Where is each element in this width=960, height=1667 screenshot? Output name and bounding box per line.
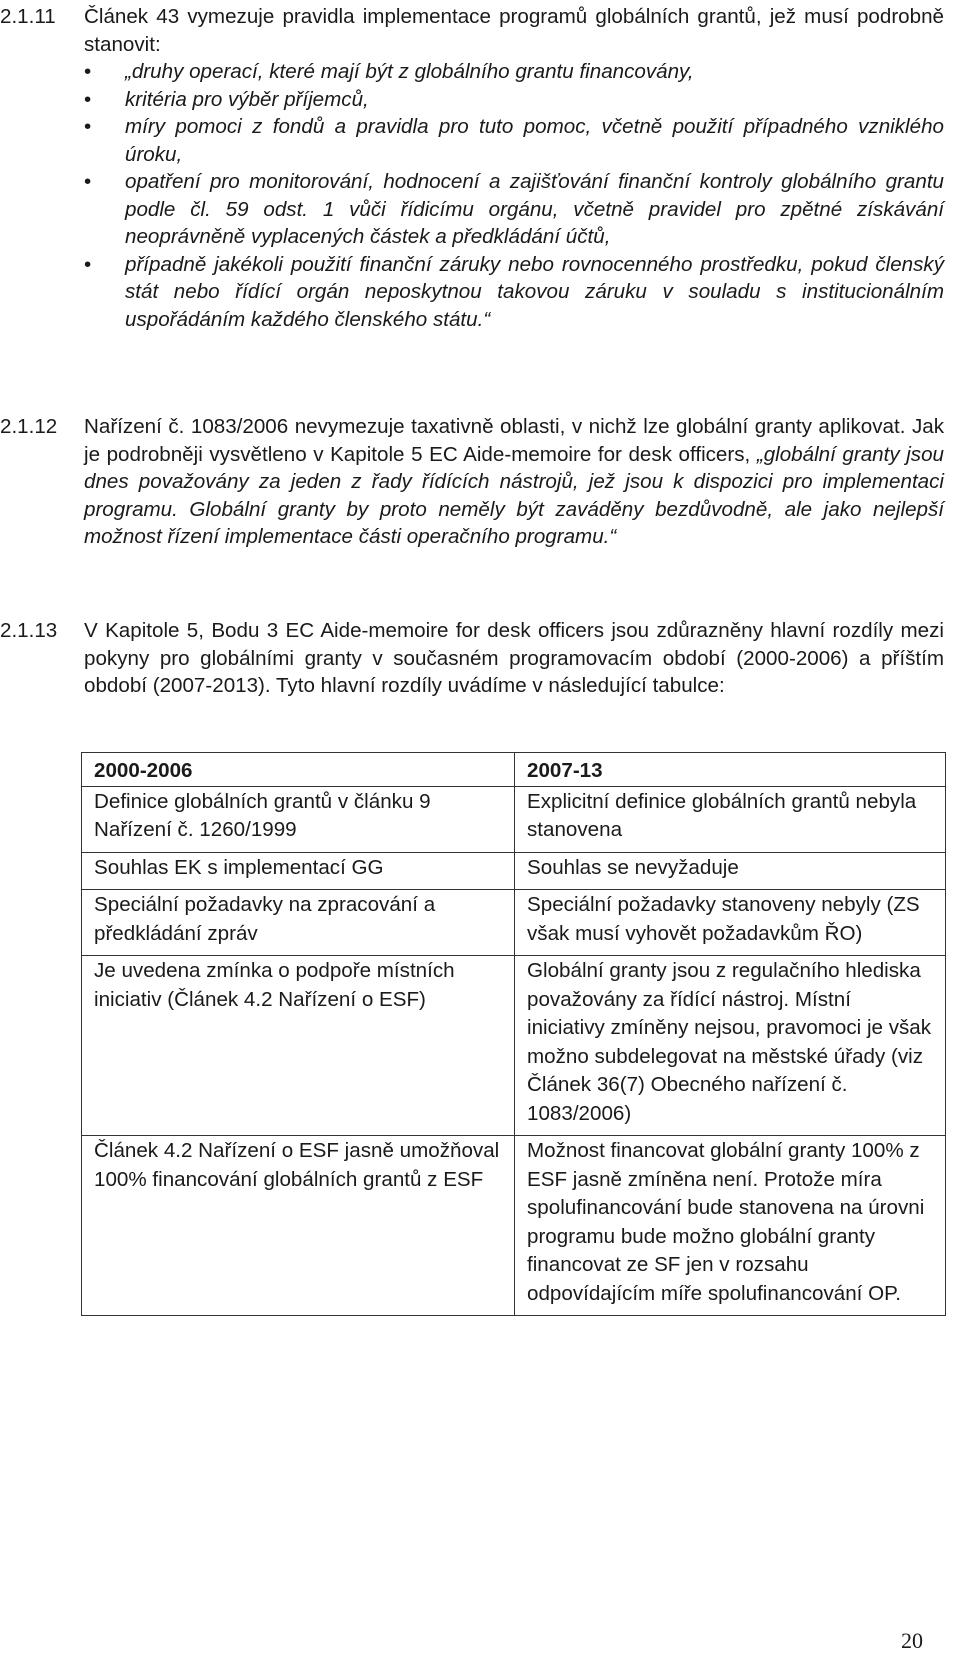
table-cell: Definice globálních grantů v článku 9 Nařízení č. 1260/1999 bbox=[82, 786, 515, 852]
table-cell: Explicitní definice globálních grantů nebyla stanovena bbox=[515, 786, 946, 852]
list-item: • případně jakékoli použití finanční záruky nebo rovnocenného prostředku, pokud členský stát nebo řídící orgán neposkytnou takovou záruku v souladu s institucionálním uspořádáním každého členského státu.“ bbox=[84, 252, 944, 331]
table-cell: Článek 4.2 Nařízení o ESF jasně umožňoval 100% financování globálních grantů z ESF bbox=[82, 1136, 515, 1316]
bullet-icon: • bbox=[84, 170, 92, 193]
list-item: • kritéria pro výběr příjemců, bbox=[84, 86, 944, 114]
column-header: 2000-2006 bbox=[82, 753, 515, 787]
table-row bbox=[82, 956, 946, 1136]
table-cell: Souhlas se nevyžaduje bbox=[515, 852, 946, 890]
list-item: • míry pomoci z fondů a pravidla pro tuto pomoc, včetně použití případného vzniklého úroku, bbox=[84, 115, 944, 166]
table-row bbox=[82, 890, 946, 956]
section-body bbox=[84, 413, 944, 551]
section-quote: „globální granty jsou dnes považovány za jeden z řady řídících nástrojů, jež jsou k dispozici pro implementaci programu. Globální granty by proto neměly být zaváděny bezdůvodně, ale jako nejlepší možnost řízení implementace části operačního programu.“ bbox=[84, 442, 944, 548]
table-cell: Speciální požadavky stanoveny nebyly (ZS však musí vyhovět požadavkům ŘO) bbox=[515, 890, 946, 956]
column-header: 2007-13 bbox=[515, 753, 946, 787]
table-row bbox=[82, 1136, 946, 1316]
bullet-icon: • bbox=[84, 87, 92, 111]
comparison-table bbox=[81, 752, 946, 1316]
table-row bbox=[82, 852, 946, 890]
table-cell: Speciální požadavky na zpracování a předkládání zpráv bbox=[82, 890, 515, 956]
section-number: 2.1.13 bbox=[0, 619, 58, 642]
section-number: 2.1.11 bbox=[0, 5, 56, 28]
table-cell: Globální granty jsou z regulačního hlediska považovány za řídící nástroj. Místní iniciativy zmíněny nejsou, pravomoci je však možno subdelegovat na městské úřady (viz Článek 36(7) Obecného nařízení č. 1083/2006) bbox=[515, 956, 946, 1136]
table-cell: Souhlas EK s implementací GG bbox=[82, 852, 515, 890]
section-body bbox=[84, 3, 944, 333]
list-item: • opatření pro monitorování, hodnocení a zajišťování finanční kontroly globálního grantu podle čl. 59 odst. 1 vůči řídicímu orgánu, včetně pravidel pro zpětné získávání neoprávněně vyplacených částek a předkládání účtů, bbox=[84, 170, 944, 248]
section-body bbox=[84, 617, 944, 700]
page-number: 20 bbox=[901, 1628, 923, 1653]
section-intro: Článek 43 vymezuje pravidla implementace programů globálních grantů, jež musí podrobně stanovit: bbox=[84, 5, 944, 56]
bullet-icon: • bbox=[84, 115, 92, 138]
bullet-icon: • bbox=[84, 252, 92, 276]
table-cell: Možnost financovat globální granty 100% z ESF jasně zmíněna není. Protože míra spolufinancování bude stanovena na úrovni programu bude možno globální granty financovat ze SF jen v rozsahu odpovídajícím míře spolufinancování OP. bbox=[515, 1136, 946, 1316]
table-row bbox=[82, 786, 946, 852]
bullet-icon: • bbox=[84, 60, 92, 83]
table-header-row bbox=[82, 753, 946, 787]
bullet-list bbox=[84, 58, 944, 333]
section-text: Nařízení č. 1083/2006 nevymezuje taxativně oblasti, v nichž lze globální granty aplikovat. Jak je podrobněji vysvětleno v Kapitole 5 EC Aide-memoire for desk officers, bbox=[84, 415, 944, 466]
section-text: V Kapitole 5, Bodu 3 EC Aide-memoire for desk officers jsou zdůrazněny hlavní rozdíly mezi pokyny pro globálními granty v současném programovacím období (2000-2006) a příštím období (2007-2013). Tyto hlavní rozdíly uvádíme v následující tabulce: bbox=[84, 619, 944, 697]
list-item: • „druhy operací, které mají být z globálního grantu financovány, bbox=[84, 58, 944, 86]
table-cell: Je uvedena zmínka o podpoře místních iniciativ (Článek 4.2 Nařízení o ESF) bbox=[82, 956, 515, 1136]
section-number: 2.1.12 bbox=[0, 415, 58, 438]
